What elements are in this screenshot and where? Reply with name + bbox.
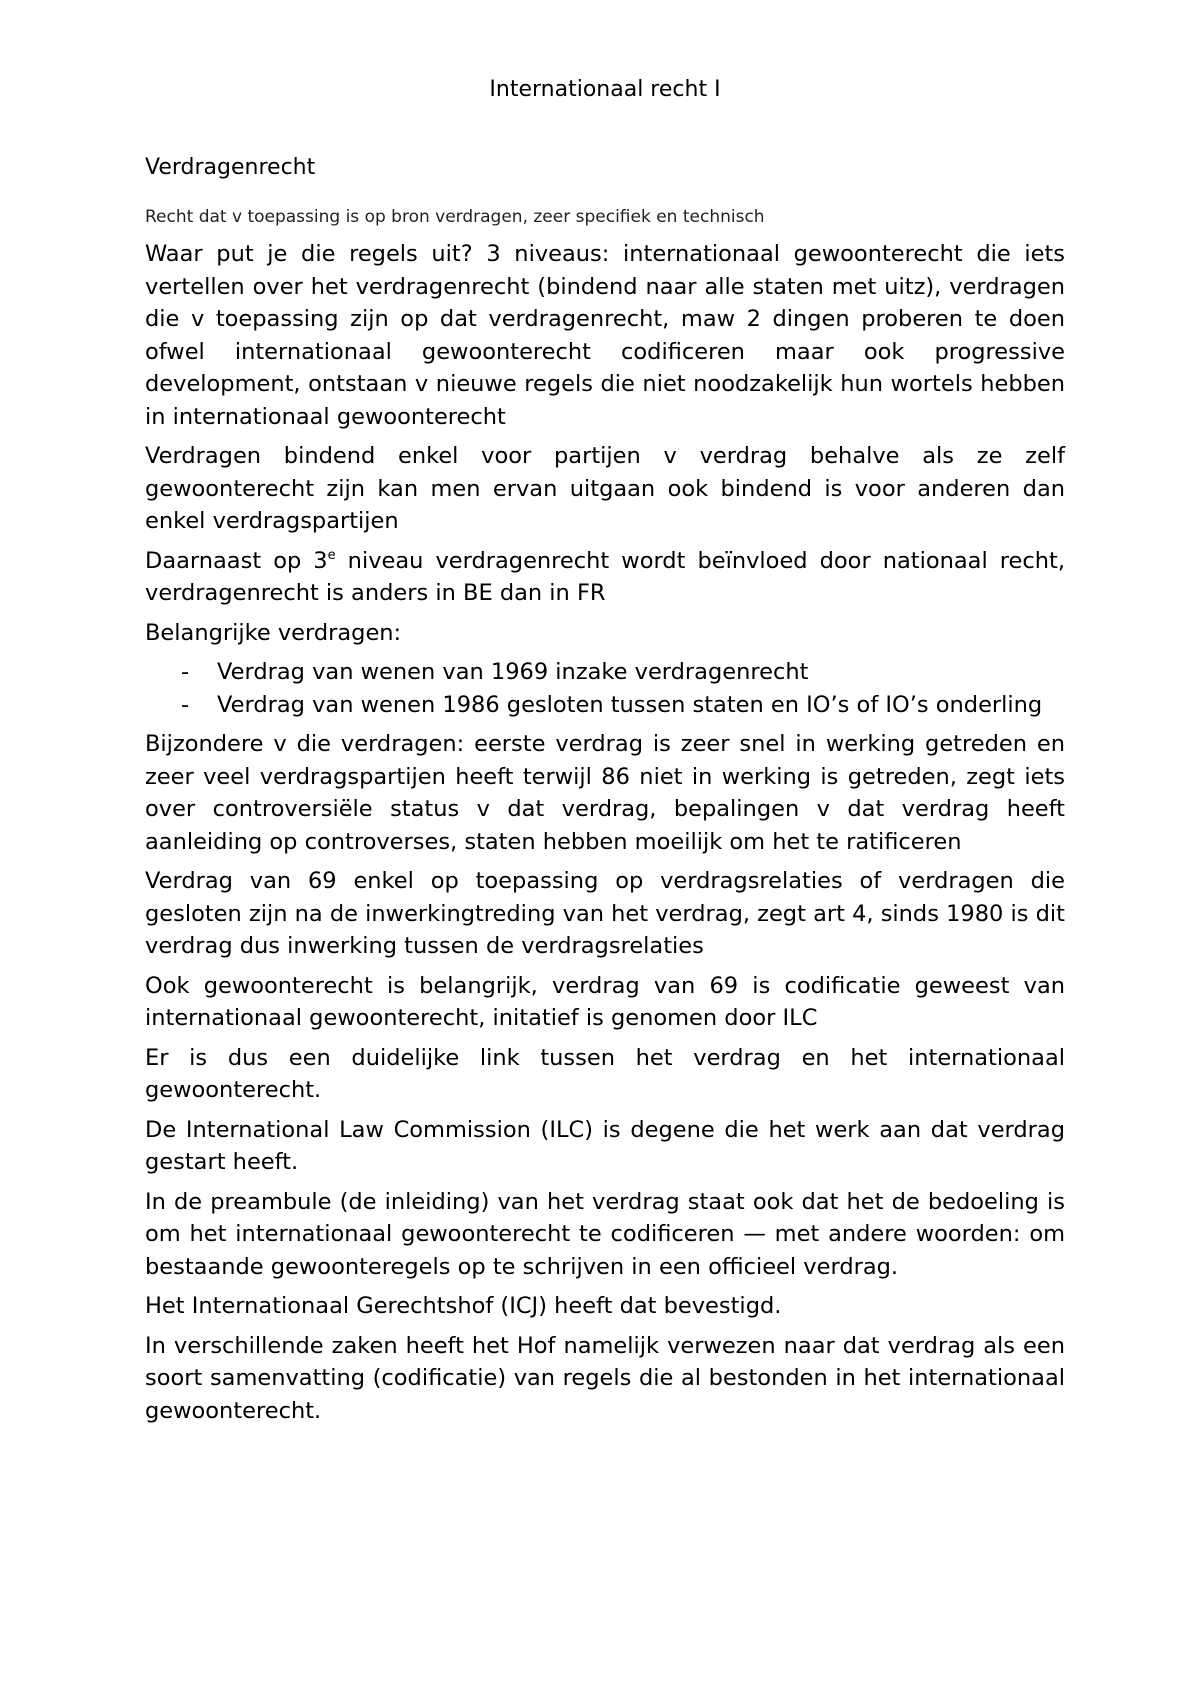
paragraph-link: Er is dus een duidelijke link tussen het verdrag en het internationaal gewoonterecht. xyxy=(145,1044,1065,1103)
section-subtitle: Recht dat v toepassing is op bron verdragen, zeer specifiek en technisch xyxy=(145,207,765,227)
paragraph-gewoonterecht: Ook gewoonterecht is belangrijk, verdrag van 69 is codificatie geweest van internationaal gewoonterecht, initatief is genomen door ILC xyxy=(145,972,1065,1031)
document-title: Internationaal recht I xyxy=(489,77,721,102)
paragraph-icj: Het Internationaal Gerechtshof (ICJ) heeft dat bevestigd. xyxy=(145,1293,782,1319)
list-item-text: Verdrag van wenen 1986 gesloten tussen staten en IO’s of IO’s onderling xyxy=(217,691,1043,718)
section-heading: Verdragenrecht xyxy=(145,155,316,180)
document-body xyxy=(145,238,1065,1434)
list-item xyxy=(145,656,1065,689)
paragraph-preambule: In de preambule (de inleiding) van het verdrag staat ook dat het de bedoeling is om het internationaal gewoonterecht te codificeren — met andere woorden: om bestaande gewoonteregels op te schrijven in een officieel verdrag. xyxy=(145,1188,1065,1280)
paragraph-verdrag-69: Verdrag van 69 enkel op toepassing op verdragsrelaties of verdragen die gesloten zijn na de inwerkingtreding van het verdrag, zegt art 4, sinds 1980 is dit verdrag dus inwerking tussen de verdragsrelaties xyxy=(145,868,1065,959)
paragraph-nationaal-recht-end: niveau verdragenrecht wordt beïnvloed door nationaal recht, verdragenrecht is anders in BE dan in FR xyxy=(145,547,1065,606)
list-bullet: - xyxy=(181,659,190,685)
paragraph-niveaus: Waar put je die regels uit? 3 niveaus: internationaal gewoonterecht die iets vertellen over het verdragenrecht (bindend naar alle staten met uitz), verdragen die v toepassing zijn op dat verdragenrecht, maw 2 dingen proberen te doen ofwel internationaal gewoonterecht codificeren maar ook progressive development, ontstaan v nieuwe regels die niet noodzakelijk hun wortels hebben in internationaal gewoonterecht xyxy=(145,241,1065,430)
paragraph-nationaal-recht-start: Daarnaast op 3 xyxy=(145,547,328,574)
list-item-text: Verdrag van wenen van 1969 inzake verdragenrecht xyxy=(217,659,809,685)
treaty-list xyxy=(145,656,1065,721)
paragraph-ilc: De International Law Commission (ILC) is degene die het werk aan dat verdrag gestart heeft. xyxy=(145,1116,1065,1175)
list-bullet: - xyxy=(181,691,190,718)
list-intro: Belangrijke verdragen: xyxy=(145,619,402,646)
paragraph-verdragen-bindend: Verdragen bindend enkel voor partijen v verdrag behalve als ze zelf gewoonterecht zijn kan men ervan uitgaan ook bindend is voor anderen dan enkel verdragspartijen xyxy=(145,443,1065,534)
paragraph-nationaal-recht xyxy=(145,545,1065,610)
paragraph-bijzondere: Bijzondere v die verdragen: eerste verdrag is zeer snel in werking getreden en zeer veel verdragspartijen heeft terwijl 86 niet in werking is getreden, zegt iets over controversiële status v dat verdrag, bepalingen v dat verdrag heeft aanleiding op controverses, staten hebben moeilijk om het te ratificeren xyxy=(145,731,1065,855)
list-item xyxy=(145,689,1065,722)
paragraph-zaken: In verschillende zaken heeft het Hof namelijk verwezen naar dat verdrag als een soort samenvatting (codificatie) van regels die al bestonden in het internationaal gewoonterecht. xyxy=(145,1332,1065,1424)
superscript-e: e xyxy=(327,547,336,563)
